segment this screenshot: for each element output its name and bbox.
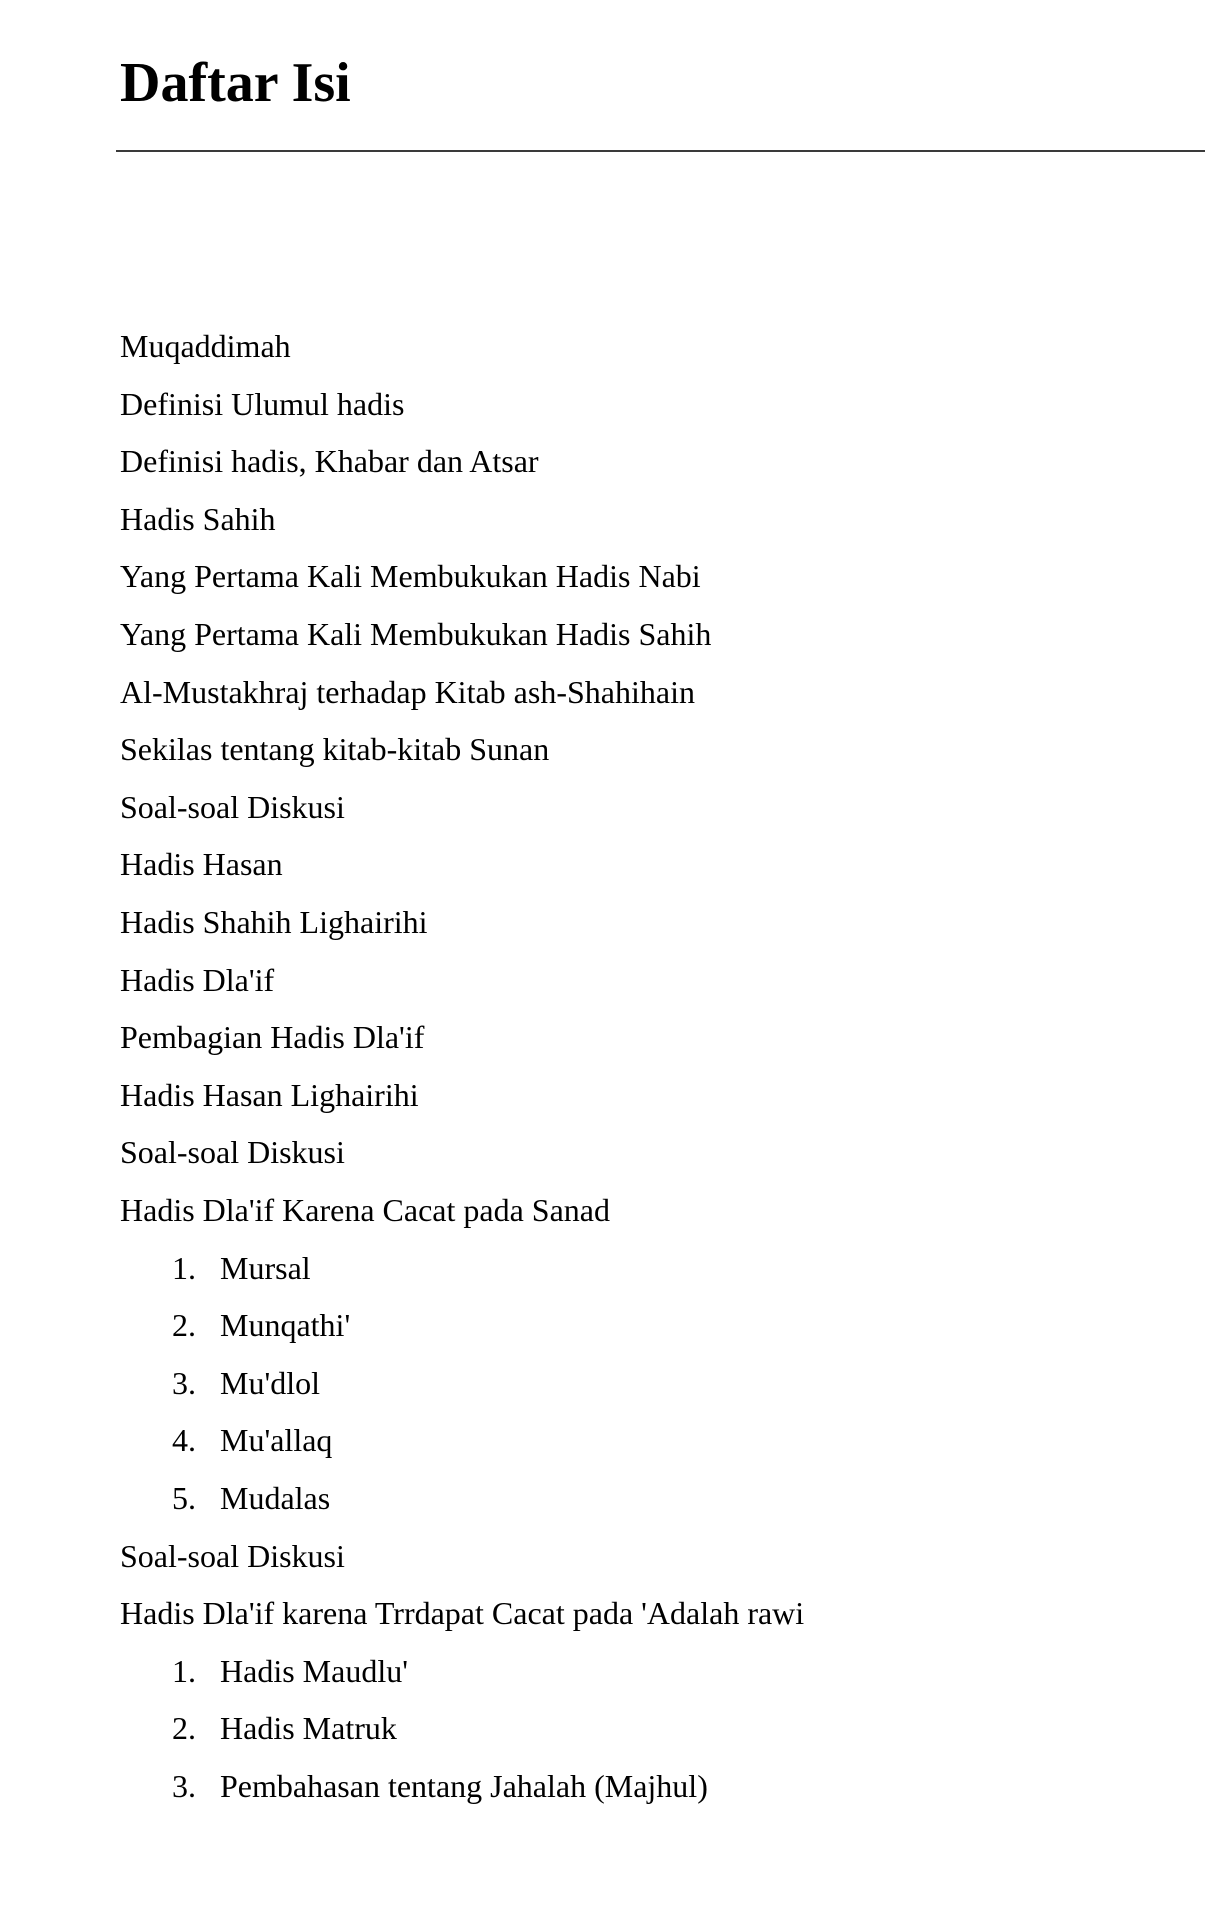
toc-subitem-number: 3. <box>172 1364 196 1401</box>
toc-item-label: Hadis Shahih Lighairihi <box>120 904 428 940</box>
toc-item-label: Hadis Dla'if Karena Cacat pada Sanad <box>120 1192 610 1228</box>
toc-subitem-number: 2. <box>172 1307 196 1344</box>
toc-subitem-label: Pembahasan tentang Jahalah (Majhul) <box>220 1768 708 1804</box>
toc-item-label: Yang Pertama Kali Membukukan Hadis Nabi <box>120 558 701 595</box>
toc-item-label: Hadis Hasan <box>120 846 283 883</box>
toc-subitem-number: 3. <box>172 1768 196 1804</box>
toc-subitem-label: Hadis Matruk <box>220 1710 397 1747</box>
toc-subitem-label: Mursal <box>220 1249 311 1286</box>
toc-subitem-label: Mu'dlol <box>220 1364 320 1401</box>
toc-item-label: Yang Pertama Kali Membukukan Hadis Sahih <box>120 616 712 652</box>
toc-subitem-number: 1. <box>172 1652 196 1689</box>
toc-item-label: Definisi hadis, Khabar dan Atsar <box>120 443 539 480</box>
toc-subitem-label: Hadis Maudlu' <box>220 1652 408 1689</box>
toc-subitem-number: 5. <box>172 1480 196 1516</box>
toc-item-label: Muqaddimah <box>120 328 291 364</box>
toc-subitem-number: 2. <box>172 1710 196 1747</box>
toc-subitem-number: 4. <box>172 1422 196 1459</box>
toc-subitem-number: 1. <box>172 1249 196 1286</box>
toc-item-label: Soal-soal Diskusi <box>120 1537 345 1574</box>
toc-item-label: Pembagian Hadis Dla'if <box>120 1019 425 1056</box>
toc-subitem-label: Mudalas <box>220 1480 331 1516</box>
page-title: Daftar Isi <box>120 52 351 114</box>
toc-item-label: Definisi Ulumul hadis <box>120 385 405 422</box>
toc-item-label: Soal-soal Diskusi <box>120 1134 345 1171</box>
toc-item-label: Hadis Hasan Lighairihi <box>120 1076 419 1113</box>
toc-item-label: Hadis Dla'if <box>120 961 275 998</box>
toc-item-label: Soal-soal Diskusi <box>120 788 345 825</box>
toc-subitem-label: Mu'allaq <box>220 1422 333 1459</box>
toc-subitem-label: Munqathi' <box>220 1307 351 1344</box>
toc-item-label: Hadis Dla'if karena Trrdapat Cacat pada 'Adalah rawi <box>120 1595 805 1632</box>
toc-item-label: Sekilas tentang kitab-kitab Sunan <box>120 731 550 768</box>
toc-item-label: Al-Mustakhraj terhadap Kitab ash-Shahihain <box>120 673 695 710</box>
toc-item-label: Hadis Sahih <box>120 500 276 537</box>
